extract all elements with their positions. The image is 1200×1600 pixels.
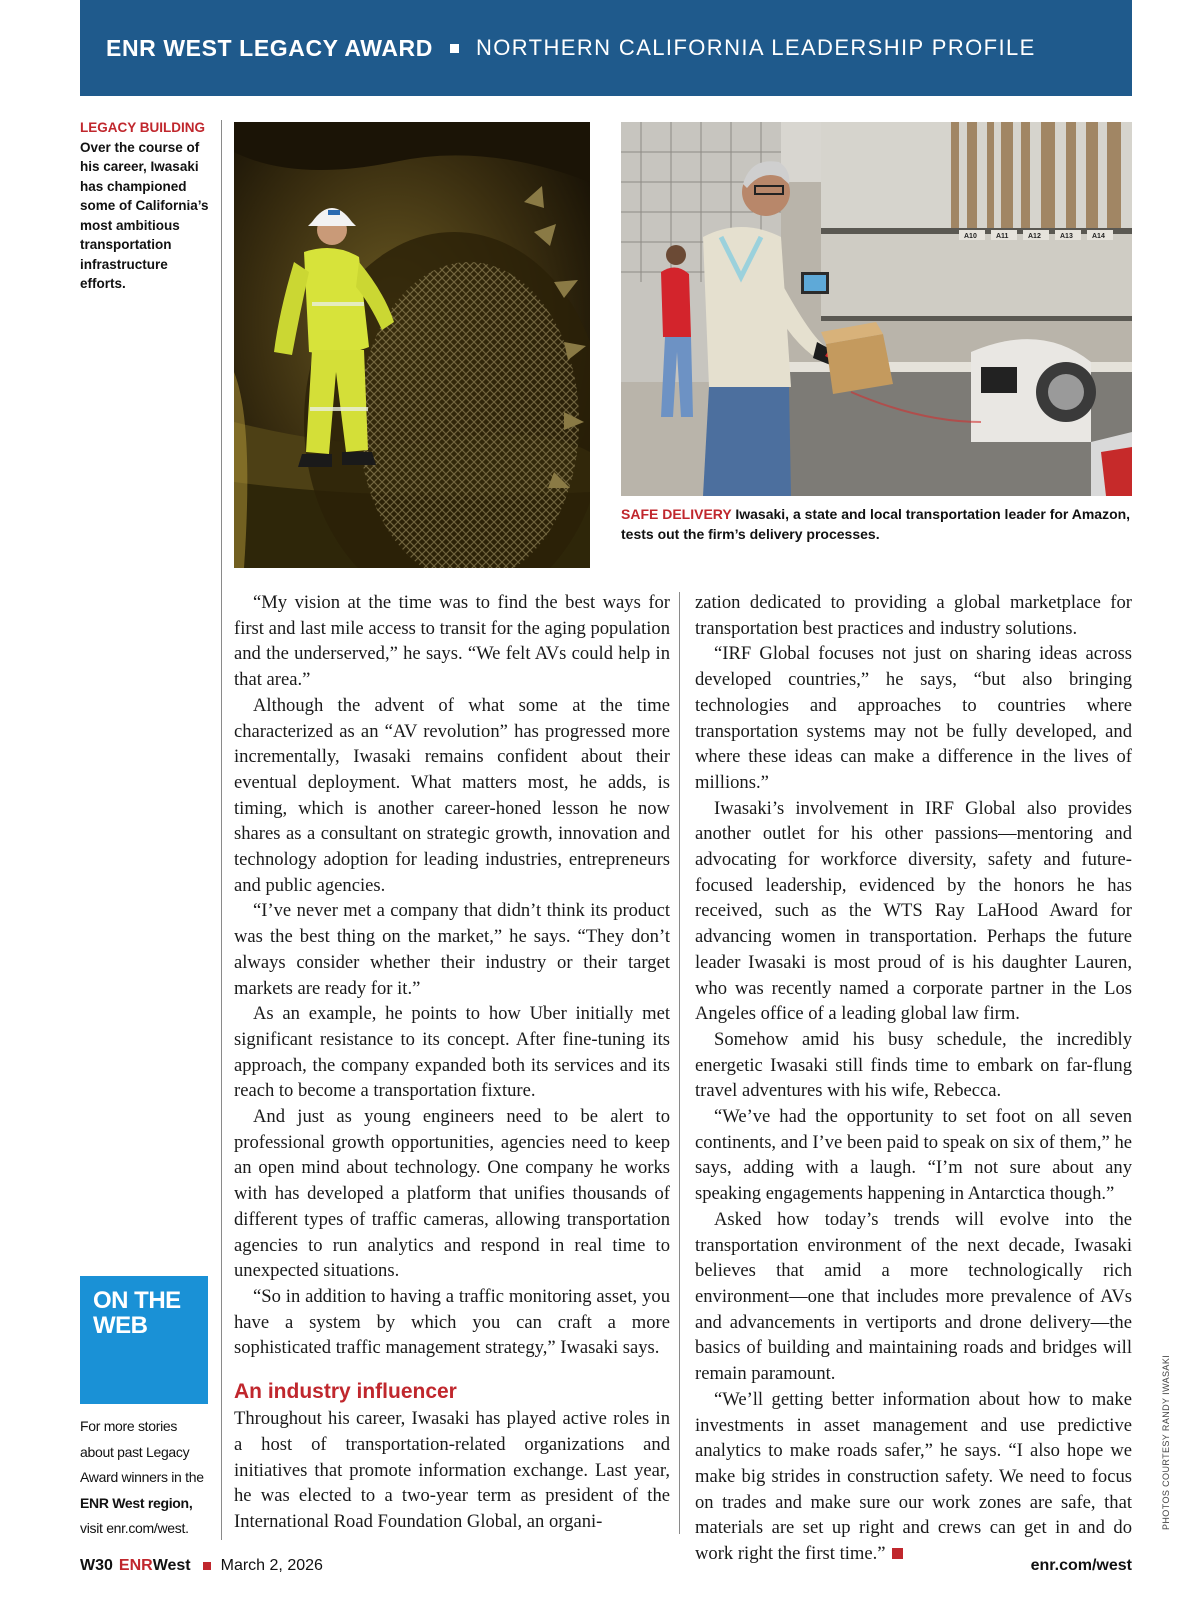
side-caption: [80, 118, 210, 294]
bin-label: A10: [964, 233, 977, 240]
bin-label: A11: [996, 233, 1009, 240]
brand-enr: ENR: [118, 1557, 153, 1574]
side-caption-kicker: LEGACY BUILDING: [80, 120, 206, 135]
page-footer: [80, 1555, 1132, 1577]
brand-west: West: [152, 1557, 191, 1574]
last-paragraph: [695, 1387, 1132, 1567]
web-text-region: ENR West region,: [80, 1494, 193, 1511]
issue-date: March 2, 2026: [220, 1557, 323, 1574]
paragraph: “So in addition to having a traffic monitoring asset, you have a system by which you can craft a more sophisticated traffic management strategy,” Iwasaki says.: [234, 1285, 670, 1359]
photo-caption: [621, 504, 1132, 544]
paragraph: Somehow amid his busy schedule, the incredibly energetic Iwasaki still finds time to embark on far-flung travel adventures with his wife, Rebecca.: [695, 1028, 1132, 1102]
on-the-web-box: [80, 1276, 208, 1404]
paragraph: “I’ve never met a company that didn’t think its product was the best thing on the market,” he says. “They don’t always consider whether their industry or their target markets are ready for it.”: [234, 900, 670, 999]
separator-square: [450, 44, 459, 53]
footer-separator-square: [203, 1562, 211, 1570]
on-the-web-title-line2: WEB: [93, 1312, 148, 1339]
web-text-after: visit enr.com/west.: [80, 1520, 189, 1536]
header-banner: [80, 0, 1132, 96]
paragraph: Although the advent of what some at the time characterized as an “AV revolution” has progressed more incrementally, Iwasaki remains confident about their eventual deployment. What matters most, he adds, is timing, which is another career-honed lesson he now shares as a consultant on strategic growth, innovation and technology adoption for leading industries, entrepreneurs and public agencies.: [234, 694, 670, 896]
paragraph: Throughout his career, Iwasaki has played active roles in a host of transportation-related organizations and initiatives that promote information exchange. Last year, he was elected to a two-year term as president of the International Road Foundation Global, an organi-: [234, 1408, 670, 1532]
warehouse-photo-illustration: [621, 122, 1132, 496]
footer-url-link[interactable]: enr.com/west: [1030, 1557, 1132, 1574]
tunnel-photo: [234, 122, 590, 568]
on-the-web-text: [80, 1414, 214, 1542]
paragraph-continuation: zation dedicated to providing a global marketplace for transportation best practices and industry solutions.: [695, 592, 1132, 639]
paragraph: “IRF Global focuses not just on sharing ideas across developed countries,” he says, “but also bringing technologies and approaches to countries where transportation systems may not be fully developed, and where these ideas can make a difference in the lives of millions.”: [695, 643, 1132, 793]
side-caption-text: Over the course of his career, Iwasaki has championed some of California’s most ambitious transportation infrastructure efforts.: [80, 139, 209, 291]
warehouse-photo: [621, 122, 1132, 496]
photo-caption-kicker: SAFE DELIVERY: [621, 506, 732, 522]
subhead: An industry influencer: [234, 1380, 457, 1404]
web-text-before: For more stories about past Legacy Award winners in the: [80, 1418, 204, 1485]
bin-label: A13: [1060, 233, 1073, 240]
photo-caption-text: Iwasaki, a state and local transportation leader for Amazon, tests out the firm’s delivery processes.: [621, 506, 1131, 542]
article-column-2: [695, 590, 1132, 1567]
photo-credit: PHOTOS COURTESY RANDY IWASAKI: [1161, 1354, 1171, 1530]
article-column-1: [234, 590, 670, 1535]
award-title: ENR WEST LEGACY AWARD: [106, 34, 433, 61]
paragraph: And just as young engineers need to be alert to professional growth opportunities, agencies need to keep an open mind about technology. One company he works with has developed a platform that unifies thousands of different types of traffic cameras, allowing transportation agencies to run analytics and respond in real time to unexpected situations.: [234, 1106, 670, 1282]
sidebar-rule: [221, 120, 222, 1540]
page-number: W30: [80, 1557, 113, 1574]
bin-label: A14: [1092, 233, 1105, 240]
paragraph: Iwasaki’s involvement in IRF Global also provides another outlet for his other passions—mentoring and advocating for workforce diversity, safety and future-focused leadership, evidenced by the honors he has received, such as the WTS Ray LaHood Award for advancing women in transportation. Perhaps the future leader Iwasaki is most proud of is his daughter Lauren, who was recently named a corporate partner in the Los Angeles office of a leading global law firm.: [695, 797, 1132, 1025]
last-paragraph-text: “We’ll getting better information about how to make investments in asset management and use predictive analytics to make roads safer,” he says. “I also hope we make big strides in construction safety. We need to focus on trades and make sure our work zones are safe, that materials are set up right and crews can get in and do work right the first time.”: [695, 1388, 1132, 1565]
column-rule: [679, 592, 680, 1534]
paragraph: As an example, he points to how Uber initially met significant resistance to its concept. After fine-tuning its approach, the company expanded both its services and its reach to become a transportation fixture.: [234, 1003, 670, 1102]
paragraph: “We’ve had the opportunity to set foot on all seven continents, and I’ve been paid to speak on six of them,” he says, adding with a laugh. “I’m not sure about any speaking engagements happening in Antarctica though.”: [695, 1106, 1132, 1205]
tunnel-photo-illustration: [234, 122, 590, 568]
paragraph: “My vision at the time was to find the best ways for first and last mile access to transit for the aging population and the underserved,” he says. “We felt AVs could help in that area.”: [234, 592, 670, 691]
section-title: NORTHERN CALIFORNIA LEADERSHIP PROFILE: [475, 35, 1036, 60]
on-the-web-title-line1: ON THE: [93, 1287, 181, 1314]
bin-label: A12: [1028, 233, 1041, 240]
paragraph: Asked how today’s trends will evolve into the transportation environment of the next decade, Iwasaki believes that amid a more technologically rich environment—one that includes more prevalence of AVs and advancements in vertiports and drone delivery—the basics of building and maintaining roads and bridges will remain paramount.: [695, 1208, 1132, 1385]
